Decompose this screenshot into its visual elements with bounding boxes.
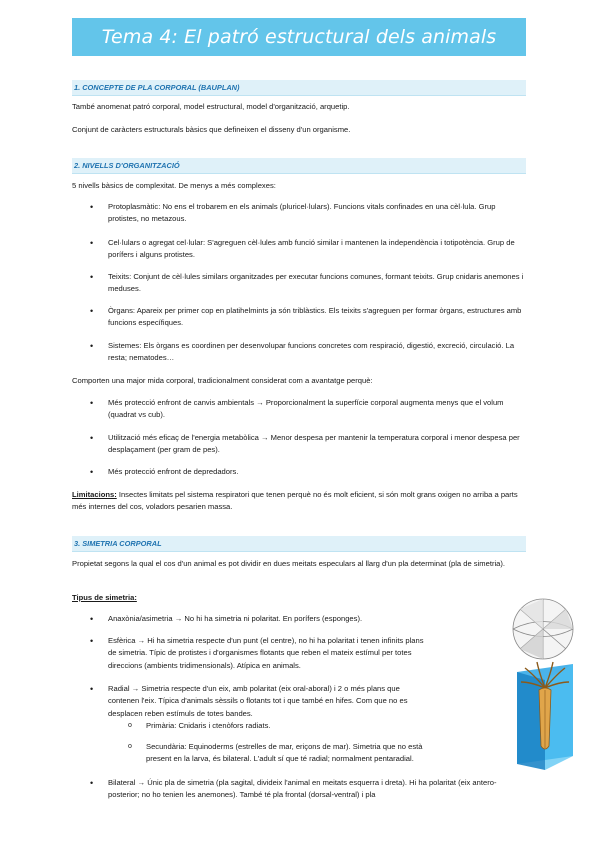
circle-bullet-icon: o xyxy=(128,722,132,729)
bullet-icon: • xyxy=(90,614,94,624)
bullet-icon: • xyxy=(90,636,94,646)
bullet-icon: • xyxy=(90,778,94,788)
bullet-icon: • xyxy=(90,238,94,248)
limitations-paragraph xyxy=(72,489,526,513)
page-title: Tema 4: El patró estructural dels animals xyxy=(72,18,526,56)
paragraph: Conjunt de caràcters estructurals bàsics que defineixen el disseny d'un organisme. xyxy=(72,125,351,134)
bullet-icon: • xyxy=(90,272,94,282)
limitations-text: Insectes limitats pel sistema respiratori que tenen perquè no és molt eficient, si són molt grans oxigen no arriba a parts més internes del cos, voladors pesarien massa. xyxy=(72,490,518,511)
section-heading-2: 2. NIVELLS D'ORGANITZACIÓ xyxy=(72,158,526,174)
paragraph: També anomenat patró corporal, model estructural, model d'organització, arquetip. xyxy=(72,102,350,111)
circle-bullet-icon: o xyxy=(128,743,132,750)
bullet-icon: • xyxy=(90,684,94,694)
types-label-line xyxy=(72,592,526,604)
section-heading-3: 3. SIMETRIA CORPORAL xyxy=(72,536,526,552)
bullet-icon: • xyxy=(90,306,94,316)
spherical-symmetry-figure xyxy=(506,596,580,662)
bullet-icon: • xyxy=(90,202,94,212)
types-label: Tipus de simetria: xyxy=(72,593,137,602)
paragraph: Propietat segons la qual el cos d'un animal es pot dividir en dues meitats especulars al llarg d'un pla determinat (pla de simetria). xyxy=(72,559,506,568)
paragraph: Comporten una major mida corporal, tradicionalment considerat com a avantatge perquè: xyxy=(72,376,373,385)
bullet-icon: • xyxy=(90,433,94,443)
limitations-label: Limitacions: xyxy=(72,490,117,499)
paragraph: 5 nivells bàsics de complexitat. De menys a més complexes: xyxy=(72,181,276,190)
section-heading-1: 1. CONCEPTE DE PLA CORPORAL (BAUPLAN) xyxy=(72,80,526,96)
bullet-icon: • xyxy=(90,341,94,351)
radial-symmetry-figure xyxy=(513,660,577,770)
bullet-icon: • xyxy=(90,398,94,408)
bullet-icon: • xyxy=(90,467,94,477)
